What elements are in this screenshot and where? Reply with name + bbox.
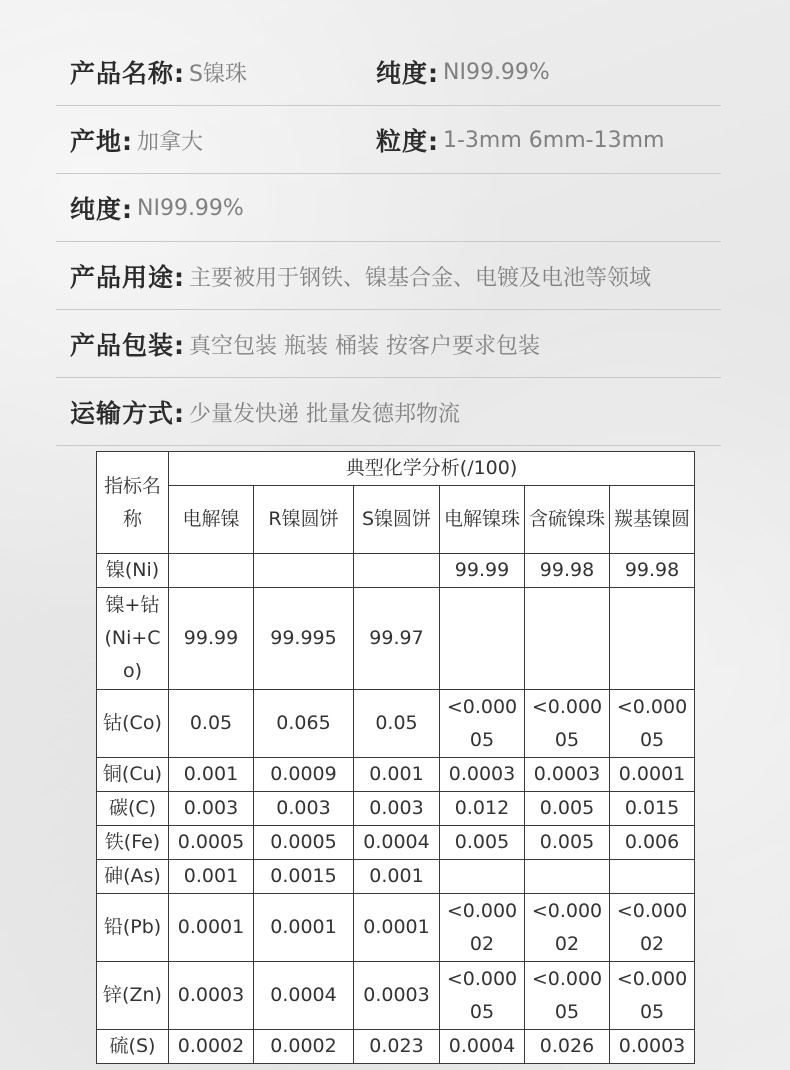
value-cell	[440, 588, 525, 690]
value-cell: 0.0005	[169, 826, 254, 860]
value-cell: 99.97	[354, 588, 440, 690]
value-cell: <0.00002	[440, 894, 525, 962]
info-row-shipping	[56, 378, 721, 446]
value-cell: <0.00005	[440, 690, 525, 758]
purity2-field	[70, 174, 244, 242]
value-cell: 0.0004	[254, 962, 354, 1030]
table-row	[97, 1030, 695, 1064]
size-field	[376, 106, 664, 174]
origin-field	[70, 106, 203, 174]
usage-label: 产品用途:	[70, 263, 185, 292]
value-cell: 0.065	[254, 690, 354, 758]
usage-value: 主要被用于钢铁、镍基合金、电镀及电池等领域	[189, 265, 652, 291]
value-cell: <0.00005	[525, 690, 610, 758]
value-cell	[525, 588, 610, 690]
value-cell: <0.00005	[525, 962, 610, 1030]
table-row	[97, 962, 695, 1030]
value-cell: 0.0003	[440, 758, 525, 792]
value-cell: 0.0009	[254, 758, 354, 792]
info-row-name-purity	[56, 38, 721, 106]
value-cell	[525, 860, 610, 894]
shipping-label: 运输方式:	[70, 399, 185, 428]
value-cell: 0.006	[610, 826, 695, 860]
table-row	[97, 758, 695, 792]
purity-field	[376, 38, 550, 106]
info-row-purity2	[56, 174, 721, 242]
purity-label: 纯度:	[376, 59, 439, 88]
value-cell: 0.003	[354, 792, 440, 826]
shipping-field	[70, 378, 460, 446]
value-cell	[354, 554, 440, 588]
table-row	[97, 554, 695, 588]
value-cell: 0.0015	[254, 860, 354, 894]
value-cell: <0.00005	[610, 962, 695, 1030]
element-name-cell: 碳(C)	[97, 792, 169, 826]
value-cell: 0.003	[169, 792, 254, 826]
value-cell: 0.0002	[169, 1030, 254, 1064]
value-cell	[610, 588, 695, 690]
element-name-cell: 钴(Co)	[97, 690, 169, 758]
value-cell: 0.05	[354, 690, 440, 758]
purity2-label: 纯度:	[70, 195, 133, 224]
value-cell: 99.995	[254, 588, 354, 690]
group-header: 典型化学分析(/100)	[169, 452, 695, 486]
value-cell: 0.001	[354, 758, 440, 792]
product-name-value: S镍珠	[189, 61, 247, 87]
corner-header: 指标名称	[97, 452, 169, 554]
value-cell: 0.05	[169, 690, 254, 758]
value-cell	[254, 554, 354, 588]
value-cell: <0.00002	[525, 894, 610, 962]
info-row-package	[56, 310, 721, 378]
value-cell: 0.0001	[354, 894, 440, 962]
table-row	[97, 690, 695, 758]
origin-label: 产地:	[70, 127, 133, 156]
element-name-cell: 硫(S)	[97, 1030, 169, 1064]
table-row	[97, 894, 695, 962]
table-header-row-1	[97, 452, 695, 486]
product-name-field	[70, 38, 247, 106]
value-cell: 0.0001	[610, 758, 695, 792]
usage-field	[70, 242, 651, 310]
value-cell: 0.005	[525, 792, 610, 826]
column-header: 电解镍珠	[440, 486, 525, 554]
value-cell: 0.015	[610, 792, 695, 826]
value-cell	[169, 554, 254, 588]
element-name-cell: 铅(Pb)	[97, 894, 169, 962]
table-row	[97, 588, 695, 690]
value-cell	[440, 860, 525, 894]
value-cell: 0.005	[440, 826, 525, 860]
value-cell: 0.005	[525, 826, 610, 860]
value-cell: 0.0004	[354, 826, 440, 860]
element-name-cell: 锌(Zn)	[97, 962, 169, 1030]
value-cell: 0.0003	[169, 962, 254, 1030]
value-cell: 0.0001	[169, 894, 254, 962]
value-cell	[610, 860, 695, 894]
element-name-cell: 铁(Fe)	[97, 826, 169, 860]
package-label: 产品包装:	[70, 331, 185, 360]
value-cell: 0.0003	[610, 1030, 695, 1064]
value-cell: 0.0005	[254, 826, 354, 860]
column-header: 含硫镍珠	[525, 486, 610, 554]
column-header: S镍圆饼	[354, 486, 440, 554]
element-name-cell: 镍+钴(Ni+Co)	[97, 588, 169, 690]
info-row-origin-size	[56, 106, 721, 174]
value-cell: 0.003	[254, 792, 354, 826]
value-cell: 0.0002	[254, 1030, 354, 1064]
value-cell: 0.001	[169, 758, 254, 792]
table-row	[97, 860, 695, 894]
purity2-value: NI99.99%	[137, 195, 244, 221]
element-name-cell: 镍(Ni)	[97, 554, 169, 588]
column-header: R镍圆饼	[254, 486, 354, 554]
purity-value: NI99.99%	[443, 59, 550, 85]
value-cell: <0.00005	[610, 690, 695, 758]
element-name-cell: 铜(Cu)	[97, 758, 169, 792]
table-row	[97, 826, 695, 860]
info-row-usage	[56, 242, 721, 310]
chemical-analysis-table	[96, 451, 695, 1064]
value-cell: 0.026	[525, 1030, 610, 1064]
column-header: 电解镍	[169, 486, 254, 554]
value-cell: 0.001	[354, 860, 440, 894]
shipping-value: 少量发快递 批量发德邦物流	[189, 401, 460, 427]
size-value: 1-3mm 6mm-13mm	[443, 127, 665, 153]
package-field	[70, 310, 540, 378]
size-label: 粒度:	[376, 127, 439, 156]
value-cell: 0.0001	[254, 894, 354, 962]
value-cell: 99.99	[440, 554, 525, 588]
value-cell: 0.023	[354, 1030, 440, 1064]
value-cell: 99.99	[169, 588, 254, 690]
value-cell: 0.0003	[354, 962, 440, 1030]
value-cell: 0.0004	[440, 1030, 525, 1064]
origin-value: 加拿大	[137, 129, 204, 155]
value-cell: <0.00005	[440, 962, 525, 1030]
table-header-row-2	[97, 486, 695, 554]
value-cell: 99.98	[610, 554, 695, 588]
value-cell: 0.012	[440, 792, 525, 826]
value-cell: 0.001	[169, 860, 254, 894]
table-row	[97, 792, 695, 826]
package-value: 真空包装 瓶装 桶装 按客户要求包装	[189, 333, 540, 359]
value-cell: 99.98	[525, 554, 610, 588]
value-cell: <0.00002	[610, 894, 695, 962]
value-cell: 0.0003	[525, 758, 610, 792]
product-name-label: 产品名称:	[70, 59, 185, 88]
column-header: 羰基镍圆	[610, 486, 695, 554]
element-name-cell: 砷(As)	[97, 860, 169, 894]
